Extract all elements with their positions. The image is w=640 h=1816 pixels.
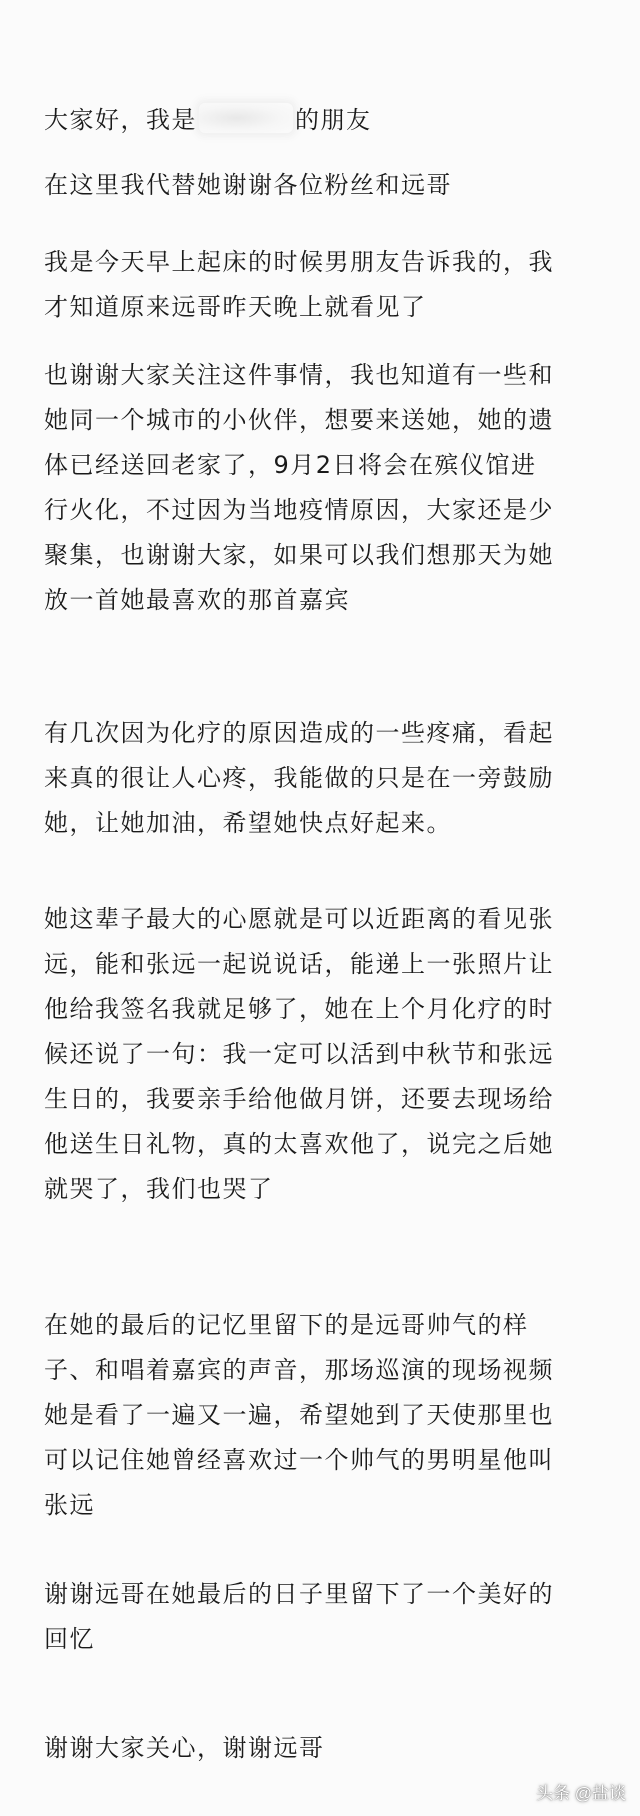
text-line: 谢谢远哥在她最后的日子里留下了一个美好的 — [44, 1580, 554, 1608]
text-line: 有几次因为化疗的原因造成的一些疼痛，看起 — [44, 719, 554, 747]
text-line: 远，能和张远一起说说话，能递上一张照片让 — [44, 950, 554, 978]
paragraph-chemo-pain — [44, 711, 604, 846]
text-line: 行火化，不过因为当地疫情原因，大家还是少 — [44, 496, 554, 524]
paragraph-beautiful-memory — [44, 1572, 604, 1662]
text-line: 来真的很让人心疼，我能做的只是在一旁鼓励 — [44, 764, 554, 792]
text-line: 回忆 — [44, 1625, 95, 1653]
text-fragment: 大家好，我是 — [44, 106, 197, 134]
text-line: 我是今天早上起床的时候男朋友告诉我的，我 — [44, 248, 554, 276]
text-line: 谢谢大家关心，谢谢远哥 — [44, 1734, 325, 1762]
text-line: 他送生日礼物，真的太喜欢他了，说完之后她 — [44, 1130, 554, 1158]
text-line: 在这里我代替她谢谢各位粉丝和远哥 — [44, 171, 452, 199]
text-line: 她，让她加油，希望她快点好起来。 — [44, 809, 452, 837]
text-line: 她是看了一遍又一遍，希望她到了天使那里也 — [44, 1401, 554, 1429]
text-line: 她同一个城市的小伙伴，想要来送她，她的遗 — [44, 406, 554, 434]
paragraph-boyfriend-told — [44, 240, 604, 330]
paragraph-thanks-intro — [44, 163, 604, 208]
text-line: 生日的，我要亲手给他做月饼，还要去现场给 — [44, 1085, 554, 1113]
text-line: 体已经送回老家了，9月2日将会在殡仪馆进 — [44, 451, 537, 479]
paragraph-closing — [44, 1726, 604, 1771]
text-line: 才知道原来远哥昨天晚上就看见了 — [44, 293, 427, 321]
text-line: 放一首她最喜欢的那首嘉宾 — [44, 586, 350, 614]
paragraph-funeral-info — [44, 353, 604, 623]
text-line: 聚集，也谢谢大家，如果可以我们想那天为她 — [44, 541, 554, 569]
redacted-name-blur — [199, 103, 293, 133]
paragraph-greeting — [44, 98, 604, 143]
watermark: 头条 @盐谈 — [536, 1784, 626, 1803]
text-line: 就哭了，我们也哭了 — [44, 1175, 274, 1203]
text-line: 张远 — [44, 1491, 95, 1519]
text-line: 也谢谢大家关注这件事情，我也知道有一些和 — [44, 361, 554, 389]
text-line: 他给我签名我就足够了，她在上个月化疗的时 — [44, 995, 554, 1023]
text-line: 子、和唱着嘉宾的声音，那场巡演的现场视频 — [44, 1356, 554, 1384]
text-line: 可以记住她曾经喜欢过一个帅气的男明星他叫 — [44, 1446, 554, 1474]
text-line: 她这辈子最大的心愿就是可以近距离的看见张 — [44, 905, 554, 933]
text-line — [44, 98, 604, 143]
paragraph-wish — [44, 897, 604, 1212]
text-line: 候还说了一句：我一定可以活到中秋节和张远 — [44, 1040, 554, 1068]
text-fragment: 的朋友 — [295, 106, 372, 134]
paragraph-last-memory — [44, 1303, 604, 1528]
text-line: 在她的最后的记忆里留下的是远哥帅气的样 — [44, 1311, 529, 1339]
